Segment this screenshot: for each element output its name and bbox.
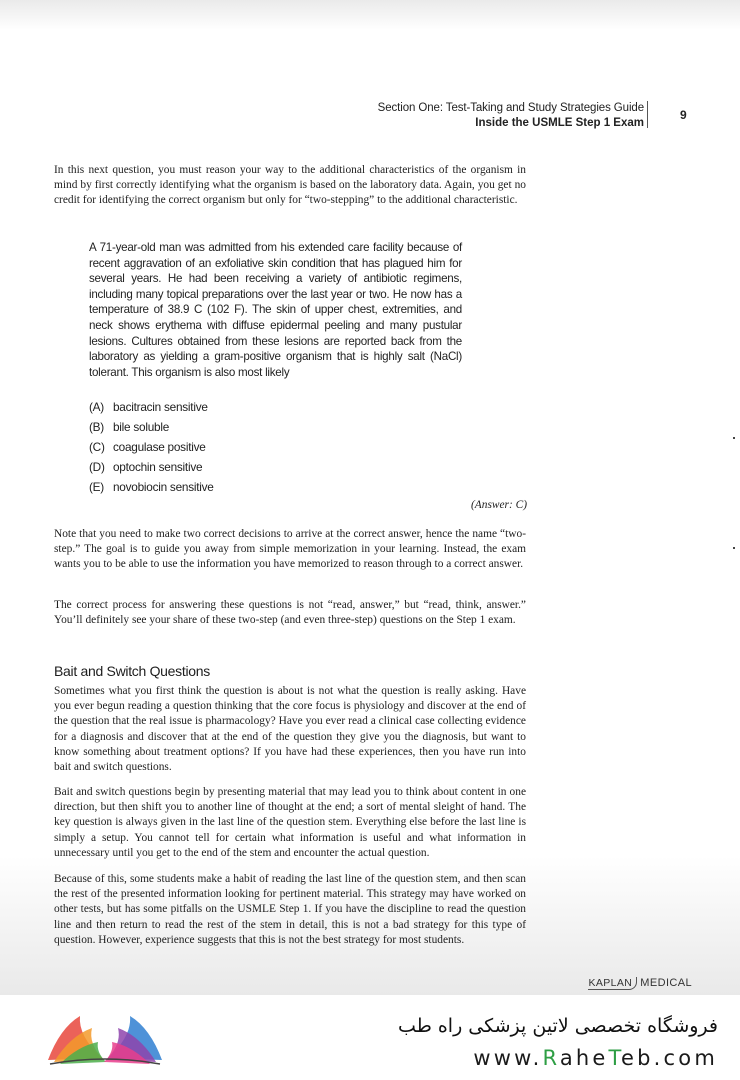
header-divider <box>647 101 648 128</box>
running-header <box>378 101 644 131</box>
option-letter: (A) <box>89 400 104 414</box>
option-letter: (C) <box>89 440 105 454</box>
url-suffix: eb.com <box>621 1046 718 1070</box>
option-d <box>89 457 214 477</box>
option-text: optochin sensitive <box>113 460 203 474</box>
question-stem: A 71-year-old man was admitted from his extended care facility because of recent aggravation of an exfoliative skin condition that has plagued him for several years. He had been receiving a variety of antibiotic regimens, including many topical preparations over the last year or two. He now has a temperature of 38.9 C (102 F). The skin of upper chest, extremities, and neck shows erythema with diffuse epidermal peeling and many pustular lesions. Cultures obtained from these lesions are reported back from the laboratory as yielding a gram-positive organism that is highly salt (NaCl) tolerant. This organism is also most likely <box>89 241 462 379</box>
option-letter: (E) <box>89 480 104 494</box>
option-text: coagulase positive <box>113 440 206 454</box>
answer-key: (Answer: C) <box>471 499 527 511</box>
option-text: bacitracin sensitive <box>113 400 208 414</box>
intro-paragraph: In this next question, you must reason your way to the additional characteristics of the organism in mind by first correctly identifying what the organism is based on the laboratory data. Again, you get no credit for identifying the correct organism but only for “two-stepping” to the additional characteristic. <box>54 164 526 207</box>
scan-shadow <box>0 0 740 30</box>
store-url <box>473 1046 718 1070</box>
option-b <box>89 417 214 437</box>
option-a <box>89 397 214 417</box>
publisher-logo <box>588 977 692 990</box>
page-number: 9 <box>680 108 687 122</box>
url-middle: ahe <box>559 1046 609 1070</box>
url-letter-t: T <box>608 1046 622 1070</box>
option-e <box>89 477 214 497</box>
section-heading: Bait and Switch Questions <box>54 663 210 679</box>
scan-mark <box>733 547 735 549</box>
bait-switch-paragraph-1: Sometimes what you first think the question is about is not what the question is really asking. Have you ever begun reading a question thinking that the core focus is physiology and discover at the end of the question that the real issue is pharmacology? Have you ever read a clinical case collecting evidence for a diagnosis and discover that at the end of the question they give you the diagnosis, but want to know something about treatment options? If you have had these experiences, then you have run into bait and switch questions. <box>54 685 526 774</box>
publisher-suffix: MEDICAL <box>640 977 692 989</box>
process-paragraph: The correct process for answering these questions is not “read, answer,” but “read, think, answer.” You’ll definitely see your share of these two-step (and even three-step) questions on the Step 1 exam. <box>54 599 526 627</box>
publisher-brand: KAPLAN <box>588 977 637 990</box>
answer-options <box>89 397 214 497</box>
header-chapter-title: Inside the USMLE Step 1 Exam <box>475 117 644 129</box>
url-letter-r: R <box>542 1046 560 1070</box>
url-prefix: www. <box>473 1046 543 1070</box>
bait-switch-paragraph-3: Because of this, some students make a habit of reading the last line of the question stem, and then scan the rest of the presented information looking for pertinent material. This strategy may have worked on other tests, but has some pitfalls on the USMLE Step 1. If you have the discipline to read the question line and then return to read the rest of the stem in detail, this is not a bad strategy for this type of question. However, experience suggests that this is not the best strategy for most students. <box>54 873 526 946</box>
option-text: bile soluble <box>113 420 170 434</box>
option-letter: (D) <box>89 460 105 474</box>
store-name: فروشگاه تخصصی لاتین پزشکی راه طب <box>398 1015 718 1037</box>
option-text: novobiocin sensitive <box>113 480 214 494</box>
option-letter: (B) <box>89 420 104 434</box>
two-step-paragraph: Note that you need to make two correct decisions to arrive at the correct answer, hence the name “two-step.” The goal is to guide you away from simple memorization in your learning. Instead, the exam wants you to be able to use the information you have memorized to reason through to a correct answer. <box>54 528 526 571</box>
header-section-title: Section One: Test-Taking and Study Strategies Guide <box>377 102 644 114</box>
open-book-logo-icon <box>40 1010 170 1071</box>
scan-mark <box>733 437 735 439</box>
option-c <box>89 437 214 457</box>
bait-switch-paragraph-2: Bait and switch questions begin by presenting material that may lead you to think about content in one direction, but then shift you to another line of thought at the end; a sort of mental sleight of hand. The key question is always given in the last line of the question stem. Everything else before the last line is simply a setup. You cannot tell for certain what information is useful and what information in unnecessary until you get to the end of the stem and encounter the actual question. <box>54 786 526 859</box>
